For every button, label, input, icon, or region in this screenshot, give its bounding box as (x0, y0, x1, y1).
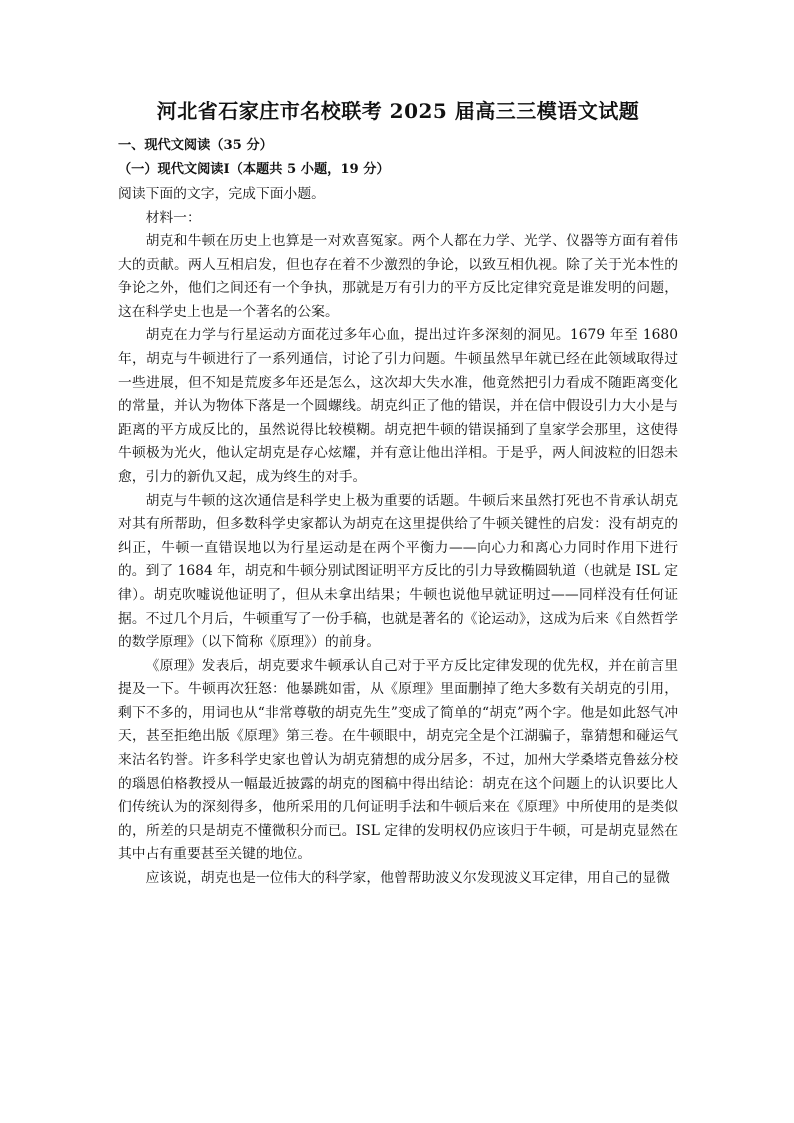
section-heading: 一、现代文阅读（35 分） (118, 138, 273, 153)
paragraph-3: 胡克与牛顿的这次通信是科学史上极为重要的话题。牛顿后来虽然打死也不肯承认胡克对其有所帮助，但多数科学史家都认为胡克在这里提供给了牛顿关键性的启发：没有胡克的纠正，牛顿一直错误地以为行星运动是在两个平衡力——向心力和离心力同时作用下进行的。到了 1684 年，胡克和牛顿分别试图证明平方反比的引力导致椭圆轨道（也就是 ISL 定律）。胡克吹嘘说他证明了，但从未拿出结果；牛顿也说他早就证明过——同样没有任何证据。不过几个月后，牛顿重写了一份手稿，也就是著名的《论运动》，这成为后来《自然哲学的数学原理》（以下简称《原理》）的前身。 (118, 492, 678, 651)
paragraph-1: 胡克和牛顿在历史上也算是一对欢喜冤家。两个人都在力学、光学、仪器等方面有着伟大的贡献。两人互相启发，但也存在着不少激烈的争论，以致互相仇视。除了关于光本性的争论之外，他们之间还有一个争执，那就是万有引力的平方反比定律究竟是谁发明的问题，这在科学史上也是一个著名的公案。 (118, 233, 678, 320)
document-title: 河北省石家庄市名校联考 2025 届高三三模语文试题 (156, 99, 640, 123)
paragraph-2: 胡克在力学与行星运动方面花过多年心血，提出过许多深刻的洞见。1679 年至 1680 年，胡克与牛顿进行了一系列通信，讨论了引力问题。牛顿虽然早年就已经在此领域取得过一些进展，但不知是荒废多年还是怎么，这次却大失水准，他竟然把引力看成不随距离变化的常量，并认为物体下落是一个圆螺线。胡克纠正了他的错误，并在信中假设引力大小是与距离的平方成反比的，虽然说得比较模糊。胡克把牛顿的错误捅到了皇家学会那里，这使得牛顿极为光火，他认定胡克是存心炫耀，并有意让他出洋相。于是乎，两人间波粒的旧怨未愈，引力的新仇又起，成为终生的对手。 (118, 327, 678, 485)
document-page (118, 96, 678, 891)
paragraph-4: 《原理》发表后，胡克要求牛顿承认自己对于平方反比定律发现的优先权，并在前言里提及一下。牛顿再次狂怒：他暴跳如雷，从《原理》里面删掉了绝大多数有关胡克的引用，剩下不多的，用词也从“非常尊敬的胡克先生”变成了简单的“胡克”两个字。他是如此怒气冲天，甚至拒绝出版《原理》第三卷。在牛顿眼中，胡克完全是个江湖骗子，靠猜想和碰运气来沽名钓誉。许多科学史家也曾认为胡克猜想的成分居多，不过，加州大学桑塔克鲁兹分校的瑙恩伯格教授从一幅最近披露的胡克的图稿中得出结论：胡克在这个问题上的认识要比人们传统认为的深刻得多，他所采用的几何证明手法和牛顿后来在《原理》中所使用的是类似的，所差的只是胡克不懂微积分而已。ISL 定律的发明权仍应该归于牛顿，可是胡克显然在其中占有重要甚至关键的地位。 (118, 657, 678, 863)
subsection-heading: （一）现代文阅读Ⅰ（本题共 5 小题，19 分） (118, 162, 390, 177)
paragraph-5: 应该说，胡克也是一位伟大的科学家，他曾帮助波义尔发现波义耳定律，用自己的显微 (145, 870, 670, 887)
reading-instruction: 阅读下面的文字，完成下面小题。 (118, 186, 325, 202)
material-label: 材料一： (145, 210, 201, 226)
